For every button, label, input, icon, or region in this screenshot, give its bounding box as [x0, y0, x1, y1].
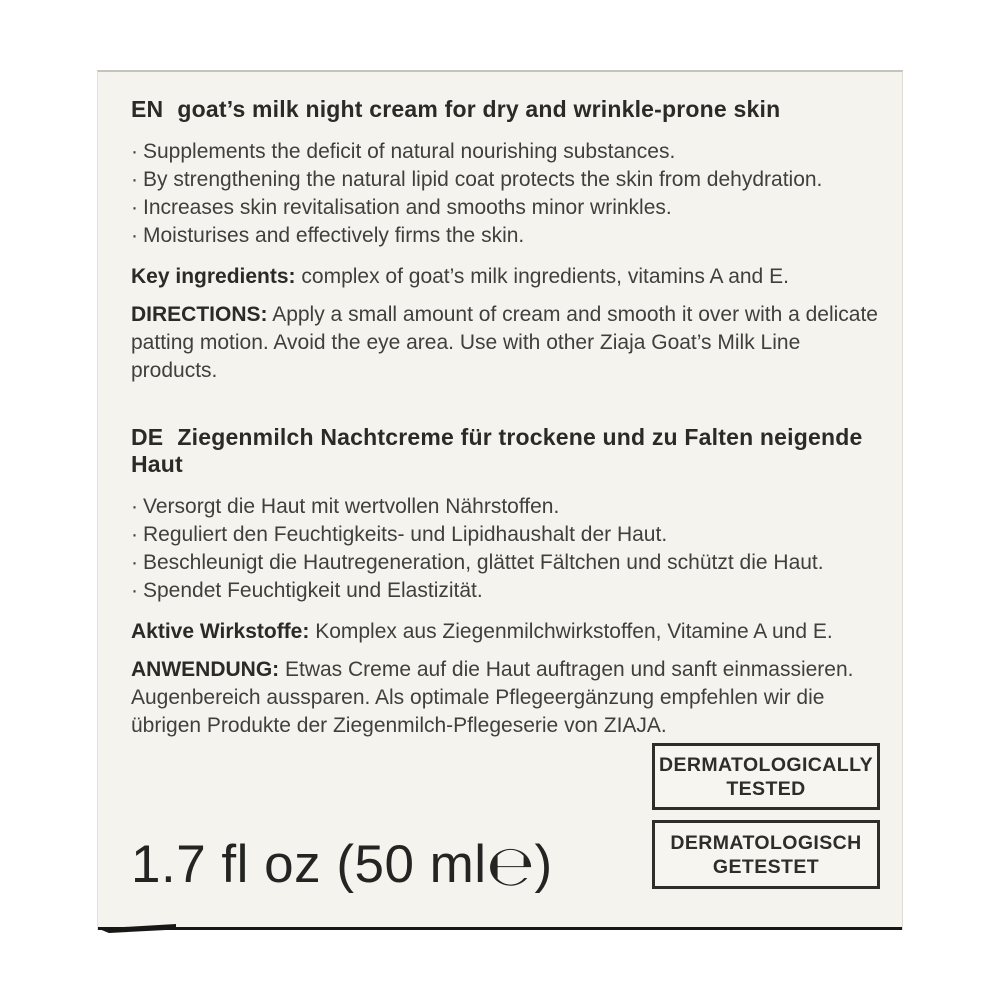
list-item	[131, 493, 886, 521]
bullet-dot: ·	[131, 224, 138, 247]
en-bullet-text: Moisturises and effectively firms the skin.	[143, 224, 525, 247]
en-directions	[131, 301, 878, 385]
bullet-dot: ·	[131, 551, 138, 574]
en-bullet-text: Increases skin revitalisation and smooths minor wrinkles.	[143, 196, 672, 219]
badge-line: TESTED	[726, 777, 806, 800]
list-item	[131, 138, 886, 166]
de-usage-label: ANWENDUNG:	[131, 658, 280, 681]
badge-dermatologisch-getestet	[652, 820, 880, 889]
de-active-ingredients-label: Aktive Wirkstoffe:	[131, 620, 310, 643]
en-title: goat’s milk night cream for dry and wrinkle-prone skin	[177, 96, 781, 122]
en-bullet-text: Supplements the deficit of natural nourishing substances.	[143, 140, 676, 163]
volume-marking	[131, 835, 553, 897]
en-lang-code: EN	[131, 96, 164, 122]
en-section	[131, 96, 886, 385]
product-label-panel	[97, 70, 903, 930]
de-bullet-list	[131, 493, 886, 605]
de-usage	[131, 656, 886, 740]
bullet-dot: ·	[131, 168, 138, 191]
bullet-dot: ·	[131, 196, 138, 219]
volume-close-paren: )	[534, 835, 553, 894]
list-item	[131, 549, 886, 577]
estimated-sign: ℮	[486, 834, 535, 899]
badge-line: DERMATOLOGISCH	[670, 831, 862, 854]
en-key-ingredients-text: complex of goat’s milk ingredients, vitamins A and E.	[301, 265, 789, 288]
en-bullet-text: By strengthening the natural lipid coat protects the skin from dehydration.	[143, 168, 823, 191]
en-directions-label: DIRECTIONS:	[131, 303, 268, 326]
bottom-rule-wedge	[98, 923, 176, 933]
list-item	[131, 166, 886, 194]
list-item	[131, 222, 886, 250]
de-section-heading	[131, 424, 886, 478]
list-item	[131, 521, 886, 549]
de-bullet-text: Reguliert den Feuchtigkeits- und Lipidhaushalt der Haut.	[143, 523, 668, 546]
list-item	[131, 194, 886, 222]
en-key-ingredients	[131, 263, 886, 291]
de-bullet-text: Versorgt die Haut mit wertvollen Nährstoffen.	[143, 495, 560, 518]
de-section	[131, 424, 886, 740]
volume-text: 1.7 fl oz (50 ml	[131, 835, 487, 894]
bullet-dot: ·	[131, 140, 138, 163]
de-active-ingredients-text: Komplex aus Ziegenmilchwirkstoffen, Vitamine A und E.	[315, 620, 833, 643]
de-active-ingredients	[131, 618, 886, 646]
de-bullet-text: Spendet Feuchtigkeit und Elastizität.	[143, 579, 483, 602]
en-bullet-list	[131, 138, 886, 250]
en-section-heading	[131, 96, 886, 123]
list-item	[131, 577, 886, 605]
bottom-rule-line	[98, 927, 902, 930]
de-lang-code: DE	[131, 424, 164, 450]
bullet-dot: ·	[131, 523, 138, 546]
en-directions-text: Apply a small amount of cream and smooth it over with a delicate patting motion. Avoid the eye area. Use with other Ziaja Goat’s Milk Line products.	[131, 303, 878, 382]
de-title: Ziegenmilch Nachtcreme für trockene und zu Falten neigende Haut	[131, 424, 863, 477]
badge-line: GETESTET	[712, 855, 820, 878]
bullet-dot: ·	[131, 495, 138, 518]
badge-dermatologically-tested	[652, 743, 880, 810]
label-content	[98, 72, 902, 740]
de-usage-text: Etwas Creme auf die Haut auftragen und sanft einmassieren. Augenbereich aussparen. Als optimale Pflegeergänzung empfehlen wir die übrigen Produkte der Ziegenmilch-Pflegeserie von ZIAJA.	[131, 658, 854, 737]
de-bullet-text: Beschleunigt die Hautregeneration, glättet Fältchen und schützt die Haut.	[143, 551, 824, 574]
bullet-dot: ·	[131, 579, 138, 602]
badge-line: DERMATOLOGICALLY	[658, 753, 874, 776]
en-key-ingredients-label: Key ingredients:	[131, 265, 296, 288]
